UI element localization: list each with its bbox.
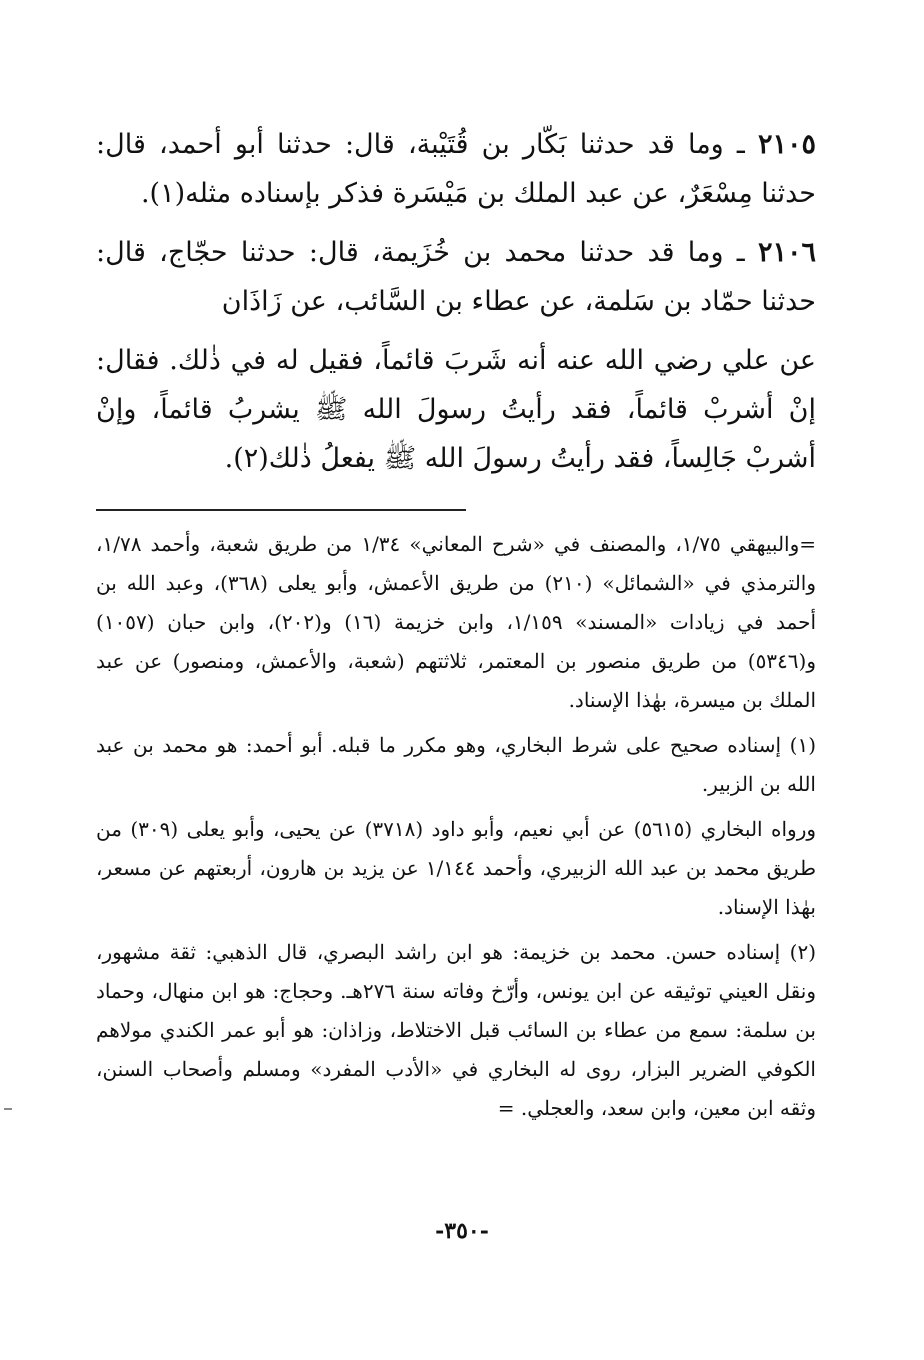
hadith-2105 bbox=[96, 120, 816, 218]
hadith-number: ٢١٠٥ bbox=[757, 129, 816, 160]
hadith-text: عن علي رضي الله عنه أنه شَربَ قائماً، فقيل له في ذٰلك. فقال: إنْ أشربْ قائماً، فقد رأيتُ رسولَ الله ﷺ يشربُ قائماً، وإنْ أشربْ جَالِساً، فقد رأيتُ رسولَ الله ﷺ يفعلُ ذٰلك(٢). bbox=[96, 345, 816, 474]
hadith-matn bbox=[96, 336, 816, 483]
footnote-1-continued: ورواه البخاري (٥٦١٥) عن أبي نعيم، وأبو داود (٣٧١٨) عن يحيى، وأبو يعلى (٣٠٩) من طريق محمد بن عبد الله الزبيري، وأحمد ١/١٤٤ عن يزيد بن هارون، أربعتهم عن مسعر، بهٰذا الإسناد. bbox=[96, 817, 817, 919]
hadith-number: ٢١٠٦ bbox=[757, 237, 816, 268]
footnote-2: (٢) إسناده حسن. محمد بن خزيمة: هو ابن راشد البصري، قال الذهبي: ثقة مشهور، ونقل العيني توثيقه عن ابن يونس، وأرّخ وفاته سنة ٢٧٦هـ. وحجاج: هو ابن منهال، وحماد بن سلمة: سمع من عطاء بن السائب قبل الاختلاط، وزاذان: هو أبو عمر الكندي مولاهم الكوفي الضرير البزار، روى له البخاري في «الأدب المفرد» ومسلم وأصحاب السنن، وثقه ابن معين، وابن سعد، والعجلي. = bbox=[96, 940, 816, 1120]
footnote-divider bbox=[96, 509, 466, 511]
footnote-continued: =والبيهقي ١/٧٥، والمصنف في «شرح المعاني» ١/٣٤ من طريق شعبة، وأحمد ١/٧٨، والترمذي في «الشمائل» (٢١٠) من طريق الأعمش، وأبو يعلى (٣٦٨)، وعبد الله بن أحمد في زيادات «المسند» ١/١٥٩، وابن خزيمة (١٦) و(٢٠٢)، وابن حبان (١٠٥٧) و(٥٣٤٦) من طريق منصور بن المعتمر، ثلاثتهم (شعبة، والأعمش، ومنصور) عن عبد الملك بن ميسرة، بهٰذا الإسناد. bbox=[96, 532, 817, 712]
hadith-text: ـ وما قد حدثنا محمد بن خُزَيمة، قال: حدثنا حجّاج، قال: حدثنا حمّاد بن سَلمة، عن عطاء بن السَّائب، عن زَاذَان bbox=[96, 237, 816, 317]
footnote-1: (١) إسناده صحيح على شرط البخاري، وهو مكرر ما قبله. أبو أحمد: هو محمد بن عبد الله بن الزبير. bbox=[96, 733, 816, 796]
hadith-2106 bbox=[96, 228, 816, 326]
page-number: -٣٥٠- bbox=[435, 1218, 489, 1244]
page-body bbox=[96, 120, 816, 1134]
hadith-text: ـ وما قد حدثنا بَكّار بن قُتَيْبة، قال: حدثنا أبو أحمد، قال: حدثنا مِسْعَرٌ، عن عبد الملك بن مَيْسَرة فذكر بإسناده مثله(١). bbox=[96, 129, 816, 209]
scan-artifact bbox=[4, 1108, 12, 1110]
